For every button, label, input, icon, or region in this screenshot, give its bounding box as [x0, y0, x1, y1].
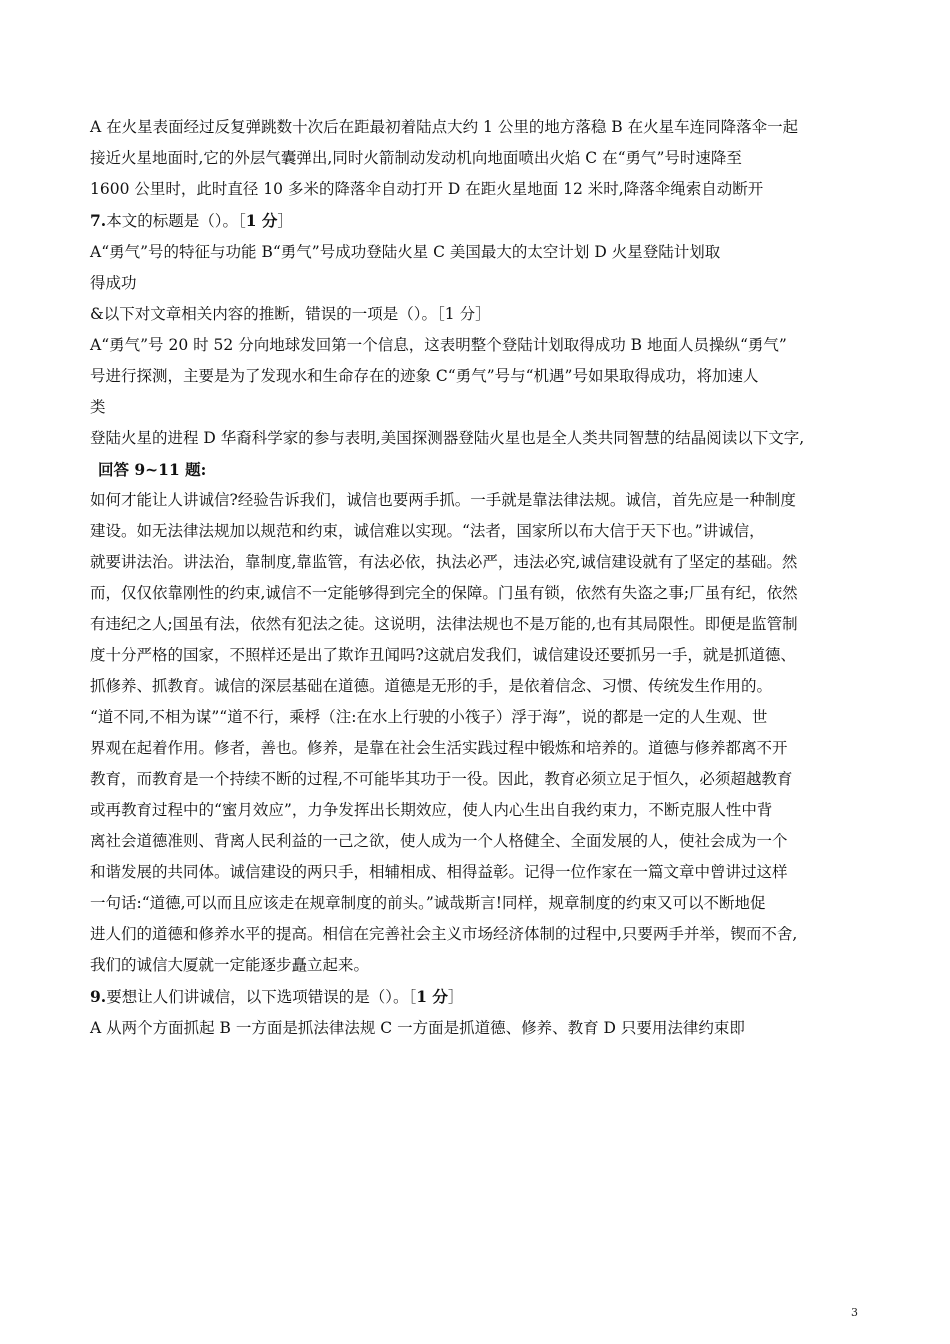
- question-8-options-line-2: 号进行探测，主要是为了发现水和生命存在的迹象 C“勇气”号与“机遇”号如果取得成功，将加速人: [90, 367, 759, 385]
- passage-line: 抓修养、抓教育。诚信的深层基础在道德。道德是无形的手，是依着信念、习惯、传统发生作用的。: [90, 677, 773, 695]
- passage-line: 和谐发展的共同体。诚信建设的两只手，相辅相成、相得益彰。记得一位作家在一篇文章中曾讲过这样: [90, 863, 788, 881]
- question-7-number: 7.: [90, 211, 107, 230]
- question-8-options-line-1: A“勇气”号 20 时 52 分向地球发回第一个信息，这表明整个登陆计划取得成功 B 地面人员操纵“勇气”: [90, 336, 787, 354]
- reading-instruction: 回答 9~11 题:: [98, 460, 207, 479]
- question-8: [90, 299, 870, 485]
- passage-line: 而，仅仅依靠刚性的约束,诚信不一定能够得到完全的保障。门虽有锁，依然有失盗之事;厂虽有纪，依然: [90, 584, 798, 602]
- passage-line: 我们的诚信大厦就一定能逐步矗立起来。: [90, 956, 370, 974]
- question-9: [90, 981, 870, 1044]
- question-9-options: A 从两个方面抓起 B 一方面是抓法律法规 C 一方面是抓道德、修养、教育 D 只要用法律约束即: [90, 1019, 745, 1037]
- question-9-close: ］: [447, 988, 464, 1006]
- page-number: 3: [851, 1306, 858, 1319]
- passage-line: 就要讲法治。讲法治，靠制度,靠监管，有法必依，执法必严，违法必究,诚信建设就有了坚定的基础。然: [90, 553, 798, 571]
- passage-line: 有违纪之人;国虽有法，依然有犯法之徒。这说明，法律法规也不是万能的,也有其局限性。即便是监管制: [90, 615, 798, 633]
- passage-line: “道不同,不相为谋”“道不行，乘桴（注:在水上行驶的小筏子）浮于海”，说的都是一定的人生观、世: [90, 708, 768, 726]
- reading-passage: [90, 485, 870, 981]
- question-7: [90, 205, 870, 299]
- passage-line: 界观在起着作用。修者，善也。修养，是靠在社会生活实践过程中锻炼和培养的。道德与修养都离不开: [90, 739, 788, 757]
- passage-line: 或再教育过程中的“蜜月效应”，力争发挥出长期效应，使人内心生出自我约束力，不断克服人性中背: [90, 801, 773, 819]
- passage-line: 离社会道德准则、背离人民利益的一己之欲，使人成为一个人格健全、全面发展的人，使社会成为一个: [90, 832, 788, 850]
- question-7-stem: 本文的标题是（）。［: [106, 212, 246, 230]
- question-7-options-line-2: 得成功: [90, 274, 137, 292]
- passage-line: 度十分严格的国家，不照样还是出了欺诈丑闻吗?这就启发我们，诚信建设还要抓另一手，就是抓道德、: [90, 646, 796, 664]
- passage-line: 进人们的道德和修养水平的提高。相信在完善社会主义市场经济体制的过程中,只要两手并举，锲而不舍,: [90, 925, 798, 943]
- question-8-options-line-4: 登陆火星的进程 D 华裔科学家的参与表明,美国探测器登陆火星也是全人类共同智慧的结晶阅读以下文字,: [90, 429, 805, 447]
- question-8-options-line-3: 类: [90, 398, 106, 416]
- question-9-number: 9.: [90, 987, 107, 1006]
- q6-options: [90, 112, 870, 205]
- document-page: [90, 112, 870, 1044]
- passage-line: 建设。如无法律法规加以规范和约束，诚信难以实现。“法者，国家所以布大信于天下也。”讲诚信，: [90, 522, 765, 540]
- q6-options-line-2: 接近火星地面时,它的外层气囊弹出,同时火箭制动发动机向地面喷出火焰 C 在“勇气”号时速降至: [90, 149, 742, 167]
- question-7-close: ］: [277, 212, 293, 230]
- q6-options-line-1: A 在火星表面经过反复弹跳数十次后在距最初着陆点大约 1 公里的地方落稳 B 在火星车连同降落伞一起: [90, 118, 799, 136]
- question-7-score: 1 分: [245, 211, 278, 230]
- question-9-score: 1 分: [416, 987, 448, 1006]
- passage-line: 教育，而教育是一个持续不断的过程,不可能毕其功于一役。因此，教育必须立足于恒久，必须超越教育: [90, 770, 793, 788]
- passage-line: 如何才能让人讲诚信?经验告诉我们，诚信也要两手抓。一手就是靠法律法规。诚信，首先应是一种制度: [90, 491, 796, 509]
- passage-line: 一句话:“道德,可以而且应该走在规章制度的前头。”诚哉斯言!同样，规章制度的约束又可以不断地促: [90, 894, 766, 912]
- question-7-options-line-1: A“勇气”号的特征与功能 B“勇气”号成功登陆火星 C 美国最大的太空计划 D 火星登陆计划取: [90, 243, 721, 261]
- question-8-stem: &以下对文章相关内容的推断，错误的一项是（）。［1 分］: [90, 305, 491, 323]
- question-9-stem: 要想让人们讲诚信，以下选项错误的是（）。［: [106, 988, 417, 1006]
- q6-options-line-3: 1600 公里时，此时直径 10 多米的降落伞自动打开 D 在距火星地面 12 米时,降落伞绳索自动断开: [90, 180, 764, 198]
